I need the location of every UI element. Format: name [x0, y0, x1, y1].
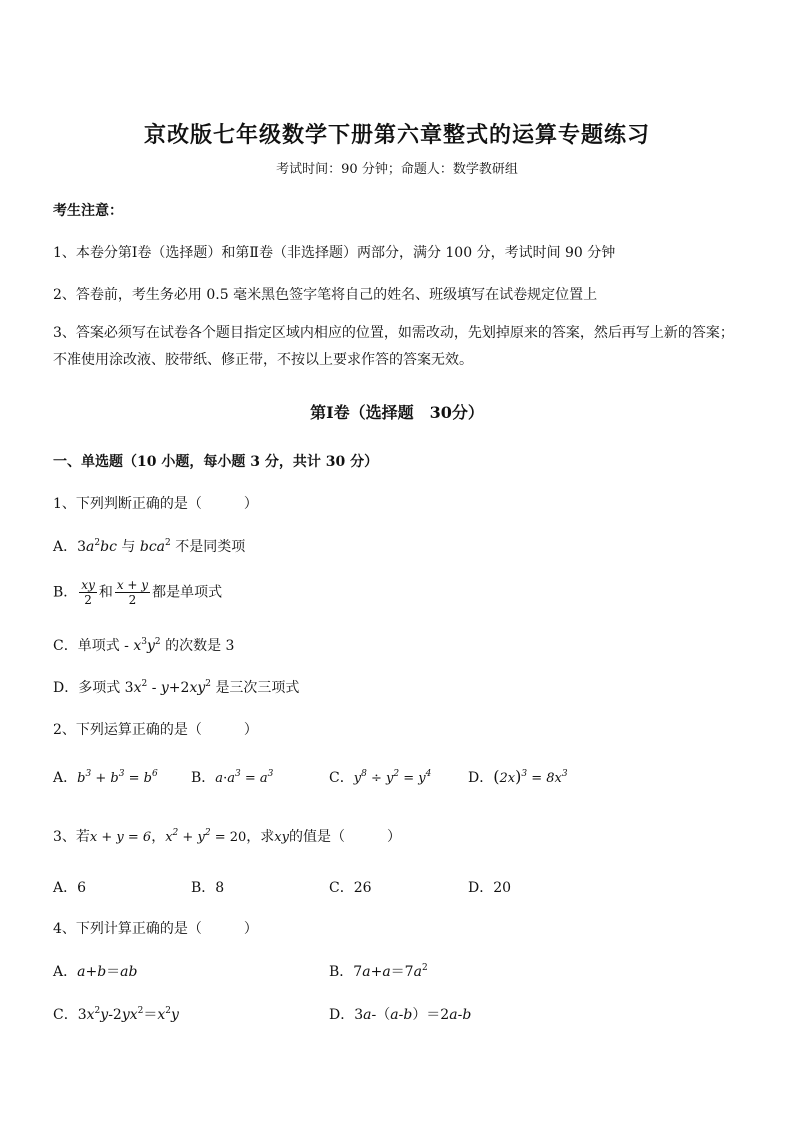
section-title: 第Ⅰ卷（选择题 30分）: [310, 403, 484, 422]
notice-item-2: 2、答卷前，考生务必用 0.5 毫米黑色签字笔将自己的姓名、班级填写在试卷规定位置上: [53, 287, 598, 303]
q2-option-d: D．$(2x)^3 = 8x^3$: [468, 767, 568, 786]
part-heading: 一、单选题（10 小题，每小题 3 分，共计 30 分）: [53, 454, 379, 470]
notice-item-1: 1、本卷分第Ⅰ卷（选择题）和第Ⅱ卷（非选择题）两部分，满分 100 分，考试时间 90 分钟: [53, 245, 616, 261]
q4-option-c: C．$3x^2y-2yx^2=x^2y$: [53, 1006, 179, 1023]
notice-item-3: 3、答案必须写在试卷各个题目指定区域内相应的位置，如需改动，先划掉原来的答案，然后再写上新的答案；不准使用涂改液、胶带纸、修正带，不按以上要求作答的答案无效。: [53, 325, 734, 368]
q2-stem: 2、下列运算正确的是（ ）: [53, 722, 258, 738]
q4-option-d: D．3a-（a-b）＝2a-b: [329, 1007, 472, 1023]
q4-option-b: B．$7a+a=7a^2$: [329, 963, 428, 980]
q2-option-c: C．$y^8 \div y^2 = y^4$: [329, 769, 432, 786]
q3-option-b: B．8: [191, 880, 225, 896]
exam-subtitle: 考试时间：90 分钟；命题人：数学教研组: [276, 162, 518, 177]
q2-option-b: B．$a\cdot a^3 = a^3$: [191, 769, 274, 786]
q1-option-a: A．$3a^2bc$ 与 bca$^2$ 不是同类项: [53, 538, 246, 555]
fraction-x-plus-y-over-2: $\frac{x + y}{2}$: [116, 578, 149, 607]
fraction-xy-over-2: $\frac{xy}{2}$: [81, 578, 95, 607]
notice-heading: 考生注意：: [53, 203, 123, 219]
q1-option-c: C．单项式 - $x^3y^2$ 的次数是 3: [53, 637, 235, 654]
q1-option-b: B． $\frac{xy}{2}$ 和 $\frac{x + y}{2}$ 都是单项式: [53, 578, 223, 607]
q3-stem: 3、若x + y = 6，$x^2 + y^2 = 20$，求xy的值是（ ）: [53, 828, 401, 845]
q3-option-a: A．6: [53, 880, 87, 896]
q1-stem: 1、下列判断正确的是（ ）: [53, 496, 258, 512]
q2-option-a: A．$b^3 + b^3 = b^6$: [53, 769, 158, 786]
q1-option-d: D．多项式 $3x^2 - y+2xy^2$ 是三次三项式: [53, 679, 300, 696]
q4-option-a: A．a+b＝ab: [53, 964, 138, 980]
q4-stem: 4、下列计算正确的是（ ）: [53, 921, 258, 937]
q3-option-d: D．20: [468, 880, 512, 896]
q3-option-c: C．26: [329, 880, 372, 896]
exam-title: 京改版七年级数学下册第六章整式的运算专题练习: [143, 122, 650, 148]
